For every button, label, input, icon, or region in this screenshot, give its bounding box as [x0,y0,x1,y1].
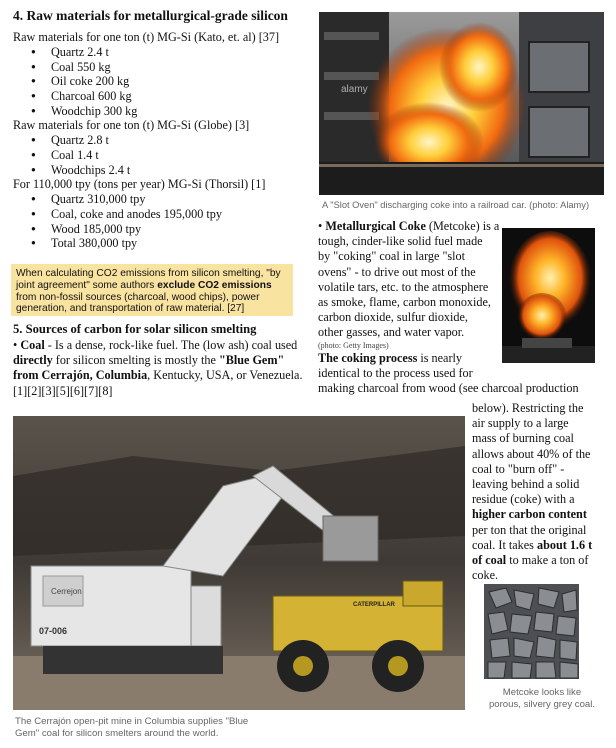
coal-text: - Is a dense, rock-like fuel. The (low ash) coal used [44,338,298,352]
list-item: ● Woodchip 300 kg [51,104,313,119]
mine-image [13,416,465,710]
higher-carbon-term: higher carbon content [472,507,587,522]
metcoke-text: per ton that the original [472,522,587,537]
metcoke-text: to make a ton of [506,553,589,568]
metcoke-text: (Metcoke) is a [425,219,500,233]
metcoke-text: coke. [472,568,499,583]
metcoke-text: is nearly [417,350,463,365]
metcoke-text: mass of burning coal [472,431,574,446]
slot-oven-photo [319,12,604,195]
mine-caption-line: The Cerrajón open-pit mine in Columbia supplies "Blue [15,716,249,727]
kato-list [13,45,313,118]
list-item: ● Coal 1.4 t [51,148,313,163]
coal-paragraph [13,338,309,399]
metcoke-text: other gasses, and water vapor. [318,325,465,340]
metcoke-text: as smoke, flame, carbon monoxide, [318,295,491,310]
watermark: alamy [341,84,368,95]
metcoke-text: residue (coke) with a [472,492,575,507]
note-text-pre: When calculating CO2 emissions from silicon smelting, "by joint agreement" some authors [16,268,281,291]
metcoke-caption [472,687,612,711]
section-4-heading: 4. Raw materials for metallurgical-grade silicon [13,8,288,23]
metcoke-text: ovens" - to drive out most of the [318,264,476,279]
metcoke-text: tough, cinder-like solid fuel made [318,234,483,249]
coal-text: , Kentucky, USA, or Venezuela. [1][2][3][5][6][7][8] [13,368,303,398]
mine-caption [15,716,315,739]
list-item: ● Quartz 310,000 tpy [51,192,313,207]
list-item: ● Quartz 2.4 t [51,45,313,60]
coking-process-term: The coking process [318,350,418,365]
metcoke-text: coal. It takes [472,537,537,552]
thorsil-list [13,192,313,250]
list-item: ● Total 380,000 tpy [51,236,313,251]
section-4 [13,8,313,251]
photo-credit: (photo: Getty Images) [318,340,389,350]
metcoke-text: coal to "burn off" - [472,461,565,476]
list-item: ● Quartz 2.8 t [51,133,313,148]
co2-note [11,264,293,316]
mine-caption-line: Gem" coal for silicon smelters around the world. [15,727,219,739]
bullet: • [13,338,21,352]
metcoke-text: identical to the process used for [318,365,473,380]
note-text-bold: exclude CO2 emissions [157,279,272,291]
metcoke-text: air supply to a large [472,416,569,431]
list-item: ● Charcoal 600 kg [51,89,313,104]
metcoke-pile-photo [484,584,579,679]
metcoke-text: carbon dioxide, sulfur dioxide, [318,310,468,325]
metcoke-text: by "coking" coal in large "slot [318,249,466,264]
mine-photo [13,416,465,710]
bullet: • [318,219,326,233]
list-item: ● Coal, coke and anodes 195,000 tpy [51,207,313,222]
coal-amount-term: about 1.6 t [536,537,593,552]
metcoke-paragraph [318,219,579,396]
metcoke-caption-line: porous, silvery grey coal. [488,699,596,710]
directly-term: directly [13,353,53,368]
metcoke-text: volatile tars, etc. to the atmosphere [318,279,489,294]
blue-gem-term: "Blue Gem" from Cerrajón, Columbia [13,353,285,383]
list-item: ● Woodchips 2.4 t [51,163,313,178]
metcoke-pile-image [484,584,579,679]
list-item: ● Wood 185,000 tpy [51,222,313,237]
section-5-heading: 5. Sources of carbon for solar silicon smelting [13,322,257,336]
fireball-image [502,228,595,363]
globe-intro: Raw materials for one ton (t) MG-Si (Globe) [3] [13,118,250,133]
list-item: ● Coal 550 kg [51,60,313,75]
note-text-post: from non-fossil sources (charcoal, wood chips), power generation, and transportation of raw material. [27] [16,291,260,315]
section-5 [13,322,309,399]
slot-oven-caption: A "Slot Oven" discharging coke into a railroad car. (photo: Alamy) [322,200,590,210]
slot-oven-image [319,12,604,195]
kato-intro: Raw materials for one ton (t) MG-Si (Kato, et. al) [37] [13,30,280,44]
coal-term: Coal [20,338,45,352]
metcoke-caption-line: Metcoke looks like [502,687,582,698]
truck-label: CATERPILLAR [353,602,395,608]
metcoke-paragraph-cont [472,401,612,583]
metcoke-text: making charcoal from wood (see charcoal production [318,381,579,396]
list-item: ● Oil coke 200 kg [51,74,313,89]
unit-number: 07-006 [39,626,68,636]
metcoke-text: below). Restricting the [472,401,584,415]
metcoke-text: leaving behind a solid [472,477,580,492]
shovel-label: Cerrejon [51,587,82,596]
thorsil-intro: For 110,000 tpy (tons per year) MG-Si (Thorsil) [1] [13,177,266,192]
coal-text: for silicon smelting is mostly the [52,353,219,368]
fireball-photo [502,228,595,363]
globe-list [13,133,313,177]
metcoke-term: Metallurgical Coke [325,219,426,233]
coal-term: of coal [472,553,507,568]
metcoke-text: allows about 40% of the [472,446,591,461]
